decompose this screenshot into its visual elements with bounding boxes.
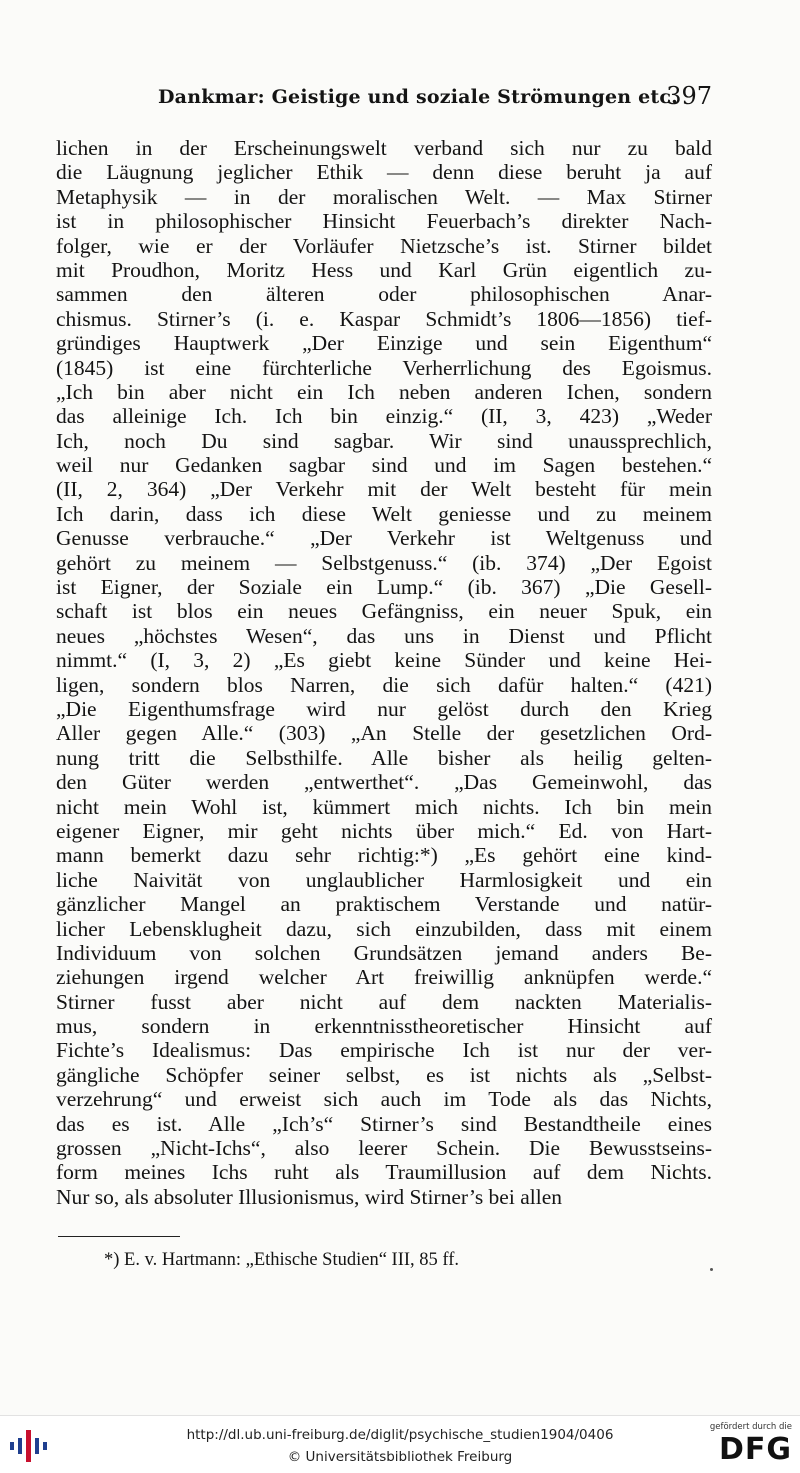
text-line: sammen den älteren oder philosophischen Anar- xyxy=(56,282,712,307)
text-line: (1845) ist eine fürchterliche Verherrlichung des Egoismus. xyxy=(56,355,712,380)
footnote: *) E. v. Hartmann: „Ethische Studien“ III, 85 ff. xyxy=(104,1250,459,1270)
text-line: Ich darin, dass ich diese Welt geniesse und zu meinem xyxy=(56,501,712,526)
text-line: weil nur Gedanken sagbar sind und im Sagen bestehen.“ xyxy=(56,453,712,478)
text-line: mann bemerkt dazu sehr richtig:*) „Es gehört eine kind- xyxy=(56,843,712,868)
text-line: schaft ist blos ein neues Gefängniss, ein neuer Spuk, ein xyxy=(56,599,712,624)
text-line: „Ich bin aber nicht ein Ich neben anderen Ichen, sondern xyxy=(56,379,712,404)
text-line: ist Eigner, der Soziale ein Lump.“ (ib. 367) „Die Gesell- xyxy=(56,575,712,600)
text-line: nicht mein Wohl ist, kümmert mich nichts. Ich bin mein xyxy=(56,794,712,819)
text-line: mit Proudhon, Moritz Hess und Karl Grün eigentlich zu- xyxy=(56,257,712,282)
body-text xyxy=(56,136,712,1209)
page-number: 397 xyxy=(666,82,712,110)
text-line: form meines Ichs ruht als Traumillusion auf dem Nichts. xyxy=(56,1160,712,1185)
text-line: Genusse verbrauche.“ „Der Verkehr ist Weltgenuss und xyxy=(56,526,712,551)
text-line: Nur so, als absoluter Illusionismus, wird Stirner’s bei allen xyxy=(56,1184,562,1209)
text-line: eigener Eigner, mir geht nichts über mich.“ Ed. von Hart- xyxy=(56,818,712,843)
text-line: die Läugnung jeglicher Ethik — denn diese beruht ja auf xyxy=(56,160,712,185)
running-head: Dankmar: Geistige und soziale Strömungen etc. xyxy=(158,86,678,108)
text-line: liche Naivität von unglaublicher Harmlosigkeit und ein xyxy=(56,867,712,892)
text-line: ziehungen irgend welcher Art freiwillig anknüpfen werde.“ xyxy=(56,965,712,990)
text-line: licher Lebensklugheit dazu, sich einzubilden, dass mit einem xyxy=(56,916,712,941)
dfg-caption: gefördert durch die xyxy=(709,1422,792,1432)
copyright-notice: © Universitätsbibliothek Freiburg xyxy=(287,1449,513,1465)
permalink-link[interactable]: http://dl.ub.uni-freiburg.de/diglit/psychische_studien1904/0406 xyxy=(186,1427,614,1443)
text-line: (II, 2, 364) „Der Verkehr mit der Welt besteht für mein xyxy=(56,477,712,502)
text-line: folger, wie er der Vorläufer Nietzsche’s ist. Stirner bildet xyxy=(56,233,712,258)
text-line: Metaphysik — in der moralischen Welt. — Max Stirner xyxy=(56,184,712,209)
text-line: chismus. Stirner’s (i. e. Kaspar Schmidt’s 1806—1856) tief- xyxy=(56,306,712,331)
text-line: gängliche Schöpfer seiner selbst, es ist nichts als „Selbst- xyxy=(56,1062,712,1087)
text-line: Ich, noch Du sind sagbar. Wir sind unaussprechlich, xyxy=(56,428,712,453)
text-line: gehört zu meinem — Selbstgenuss.“ (ib. 374) „Der Egoist xyxy=(56,550,712,575)
text-line: das alleinige Ich. Ich bin einzig.“ (II, 3, 423) „Weder xyxy=(56,404,712,429)
text-line: neues „höchstes Wesen“, das uns in Dienst und Pflicht xyxy=(56,623,712,648)
text-line: verzehrung“ und erweist sich auch im Tode als das Nichts, xyxy=(56,1087,712,1112)
text-line: gründiges Hauptwerk „Der Einzige und sein Eigenthum“ xyxy=(56,331,712,356)
text-line: nung tritt die Selbsthilfe. Alle bisher als heilig gelten- xyxy=(56,745,712,770)
text-line: mus, sondern in erkenntnisstheoretischer Hinsicht auf xyxy=(56,1014,712,1039)
text-line: den Güter werden „entwerthet“. „Das Gemeinwohl, das xyxy=(56,770,712,795)
page-header xyxy=(58,82,712,122)
text-line: Stirner fusst aber nicht auf dem nackten Materialis- xyxy=(56,989,712,1014)
footnote-rule xyxy=(58,1236,180,1237)
text-line: Fichte’s Idealismus: Das empirische Ich ist nur der ver- xyxy=(56,1038,712,1063)
text-line: Aller gegen Alle.“ (303) „An Stelle der gesetzlichen Ord- xyxy=(56,721,712,746)
text-line: lichen in der Erscheinungswelt verband sich nur zu bald xyxy=(56,136,712,160)
text-line: ligen, sondern blos Narren, die sich dafür halten.“ (421) xyxy=(56,672,712,697)
text-line: ist in philosophischer Hinsicht Feuerbach’s direkter Nach- xyxy=(56,209,712,234)
text-line: gänzlicher Mangel an praktischem Verstande und natür- xyxy=(56,892,712,917)
dfg-logo xyxy=(704,1422,792,1468)
text-line: grossen „Nicht-Ichs“, also leerer Schein. Die Bewusstseins- xyxy=(56,1136,712,1161)
text-line: Individuum von solchen Grundsätzen jemand anders Be- xyxy=(56,940,712,965)
dfg-mark: DFG xyxy=(718,1432,792,1467)
viewer-footer xyxy=(0,1415,800,1473)
text-line: das es ist. Alle „Ich’s“ Stirner’s sind Bestandtheile eines xyxy=(56,1111,712,1136)
text-line: „Die Eigenthumsfrage wird nur gelöst durch den Krieg xyxy=(56,696,712,721)
text-line: nimmt.“ (I, 3, 2) „Es giebt keine Sünder und keine Hei- xyxy=(56,648,712,673)
scan-speck xyxy=(710,1268,713,1271)
